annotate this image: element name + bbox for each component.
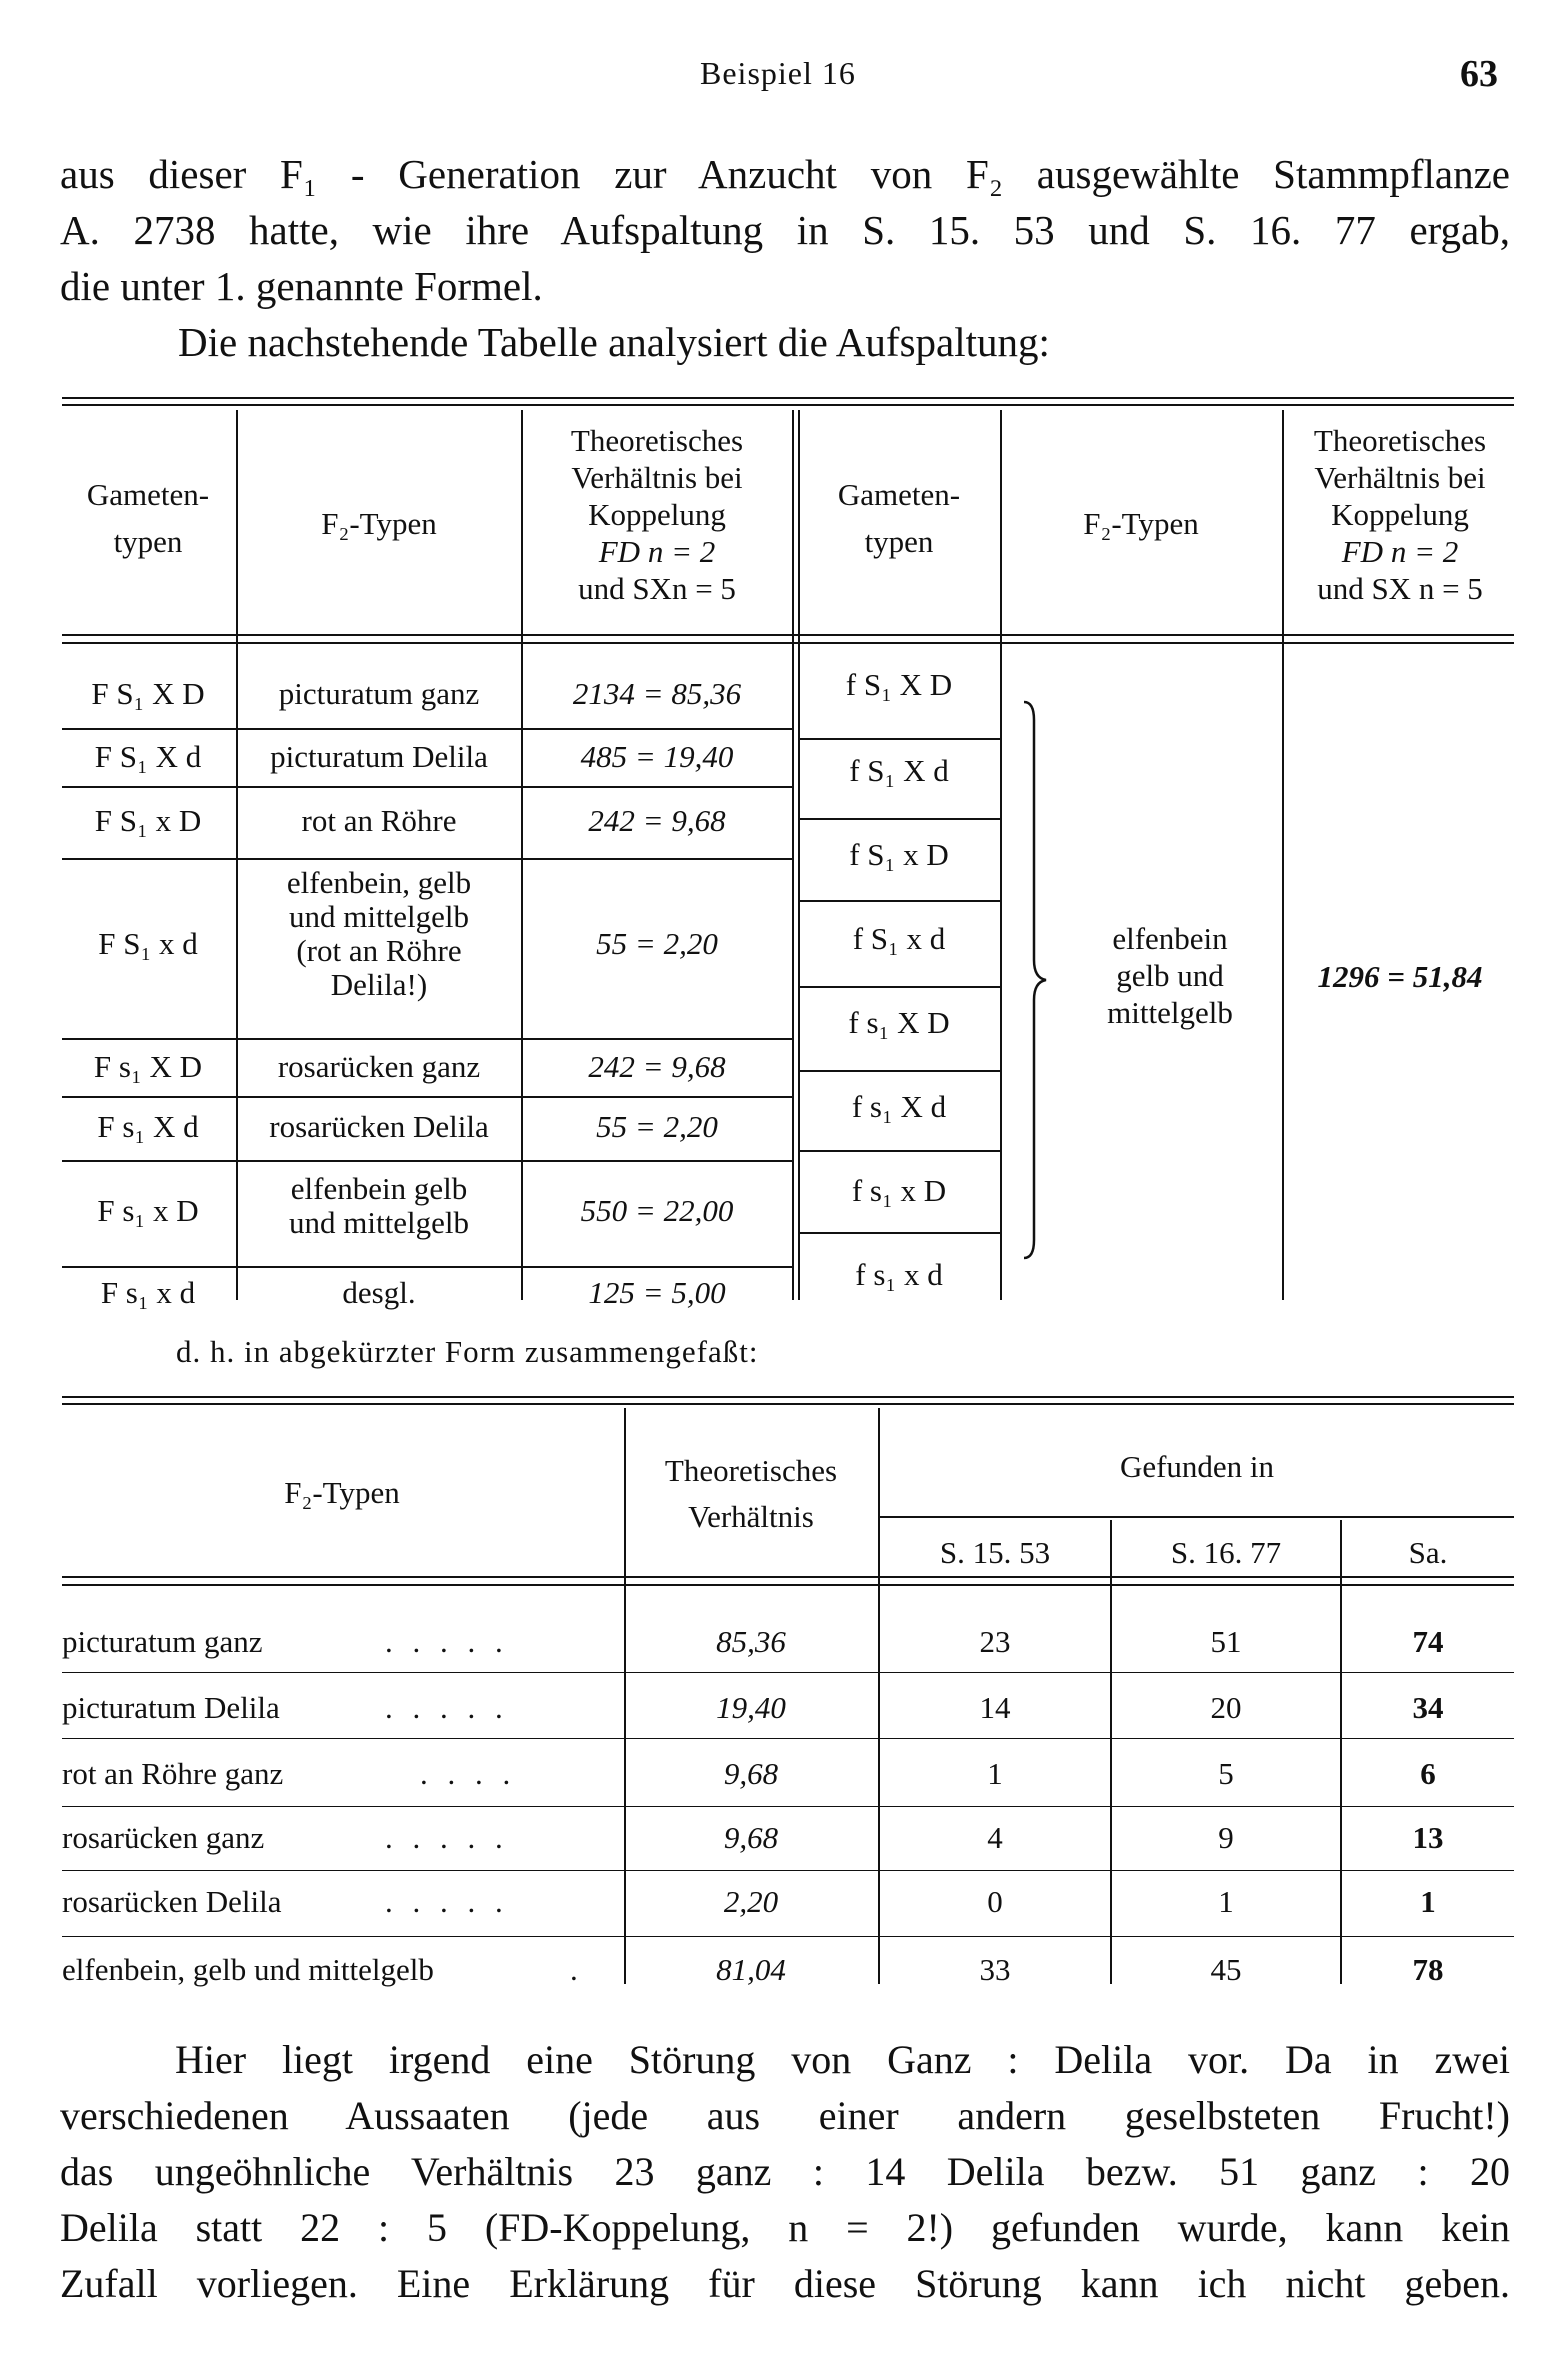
- header-s1: S. 15. 53: [939, 1535, 1051, 1570]
- f2-type-cell: elfenbein, gelb und mittelgelb (rot an Röhre Delila!): [286, 865, 472, 1002]
- gamete-cell: F S₁ x d: [98, 926, 198, 961]
- closing-line: das ungeöhnliche Verhältnis 23 ganz : 14 Delila bezw. 51 ganz : 20: [60, 2149, 1510, 2194]
- f2-type-cell: picturatum ganz: [278, 676, 480, 711]
- intro-line: aus dieser F₁ - Generation zur Anzucht von F₂ ausgewählte Stammpflanze: [60, 151, 1510, 197]
- f2-type-cell: rosarücken Delila: [269, 1109, 489, 1144]
- ratio-cell: 485 = 19,40: [580, 739, 734, 774]
- closing-line: Delila statt 22 : 5 (FD-Koppelung, n = 2!) gefunden wurde, kann kein: [60, 2205, 1510, 2250]
- gamete-cell-right: f s₁ x d: [855, 1257, 943, 1292]
- page-number: 63: [1460, 53, 1498, 95]
- ratio-cell: 55 = 2,20: [596, 1109, 718, 1144]
- intro-paragraph: [60, 146, 1510, 370]
- f2-type-cell: rot an Röhre: [301, 803, 457, 838]
- intro-line: A. 2738 hatte, wie ihre Aufspaltung in S. 15. 53 und S. 16. 77 ergab,: [60, 207, 1510, 253]
- gamete-cell-right: f s₁ X D: [848, 1005, 950, 1040]
- header-f2-types-right: F₂-Typen: [1083, 506, 1199, 541]
- summary-caption: d. h. in abgekürzter Form zusammengefaßt:: [176, 1334, 759, 1369]
- ratio-cell: 2134 = 85,36: [572, 676, 742, 711]
- f2-type-cell: rosarücken ganz: [277, 1049, 481, 1084]
- closing-line: Zufall vorliegen. Eine Erklärung für diese Störung kann ich nicht geben.: [60, 2261, 1510, 2306]
- gamete-cell: F s₁ X D: [93, 1049, 203, 1084]
- ratio-cell: 242 = 9,68: [588, 1049, 726, 1084]
- ratio-cell: 55 = 2,20: [596, 926, 718, 961]
- gamete-cell: F s₁ X d: [97, 1109, 199, 1144]
- header-found-in: Gefunden in: [1119, 1449, 1275, 1484]
- running-title: Beispiel 16: [700, 55, 856, 91]
- header-f2-types: F₂-Typen: [284, 1475, 400, 1510]
- f2-type-cell: picturatum Delila: [270, 739, 488, 774]
- ratio-cell: 550 = 22,00: [580, 1193, 734, 1228]
- header-theoretical-ratio-right: Theoretisches Verhältnis bei Koppelung FD n = 2 und SX n = 5: [1313, 423, 1487, 606]
- gamete-cell: F S₁ X d: [94, 739, 202, 774]
- ratio-cell: 242 = 9,68: [588, 803, 726, 838]
- closing-paragraph: [60, 2032, 1510, 2312]
- gamete-cell: F s₁ x d: [100, 1275, 196, 1310]
- ratio-cell: 125 = 5,00: [588, 1275, 726, 1310]
- intro-line: die unter 1. genannte Formel.: [60, 263, 543, 309]
- header-gametes-right: Gameten- typen: [837, 477, 961, 559]
- closing-line: Hier liegt irgend eine Störung von Ganz : Delila vor. Da in zwei: [175, 2037, 1510, 2082]
- gamete-cell-right: f s₁ X d: [851, 1089, 947, 1124]
- header-s2: S. 16. 77: [1170, 1535, 1282, 1570]
- header-sum: Sa.: [1408, 1535, 1448, 1570]
- gamete-cell-right: f S₁ X d: [849, 753, 949, 788]
- gamete-cell: F S₁ X D: [91, 676, 205, 711]
- gamete-cell-right: f S₁ X D: [845, 667, 953, 702]
- gamete-cell-right: f S₁ x d: [852, 921, 946, 956]
- closing-line: verschiedenen Aussaaten (jede aus einer andern geselbsteten Frucht!): [60, 2093, 1510, 2138]
- header-gametes: Gameten- typen: [86, 477, 210, 559]
- ratio-right: 1296 = 51,84: [1317, 959, 1483, 994]
- right-brace: [1018, 700, 1058, 1260]
- f2-type-cell: elfenbein gelb und mittelgelb: [289, 1171, 469, 1240]
- gamete-cell: F S₁ x D: [94, 803, 202, 838]
- gamete-cell-right: f s₁ x D: [851, 1173, 947, 1208]
- header-theoretical-ratio: Theoretisches Verhältnis: [664, 1453, 838, 1534]
- f2-type-right: elfenbein gelb und mittelgelb: [1107, 921, 1233, 1030]
- header-f2-types: F₂-Typen: [321, 506, 437, 541]
- intro-line: Die nachstehende Tabelle analysiert die Aufspaltung:: [178, 319, 1050, 365]
- gamete-cell-right: f S₁ x D: [849, 837, 949, 872]
- header-theoretical-ratio: Theoretisches Verhältnis bei Koppelung FD n = 2 und SXn = 5: [570, 423, 744, 606]
- gamete-cell: F s₁ x D: [97, 1193, 199, 1228]
- f2-type-cell: desgl.: [342, 1275, 416, 1310]
